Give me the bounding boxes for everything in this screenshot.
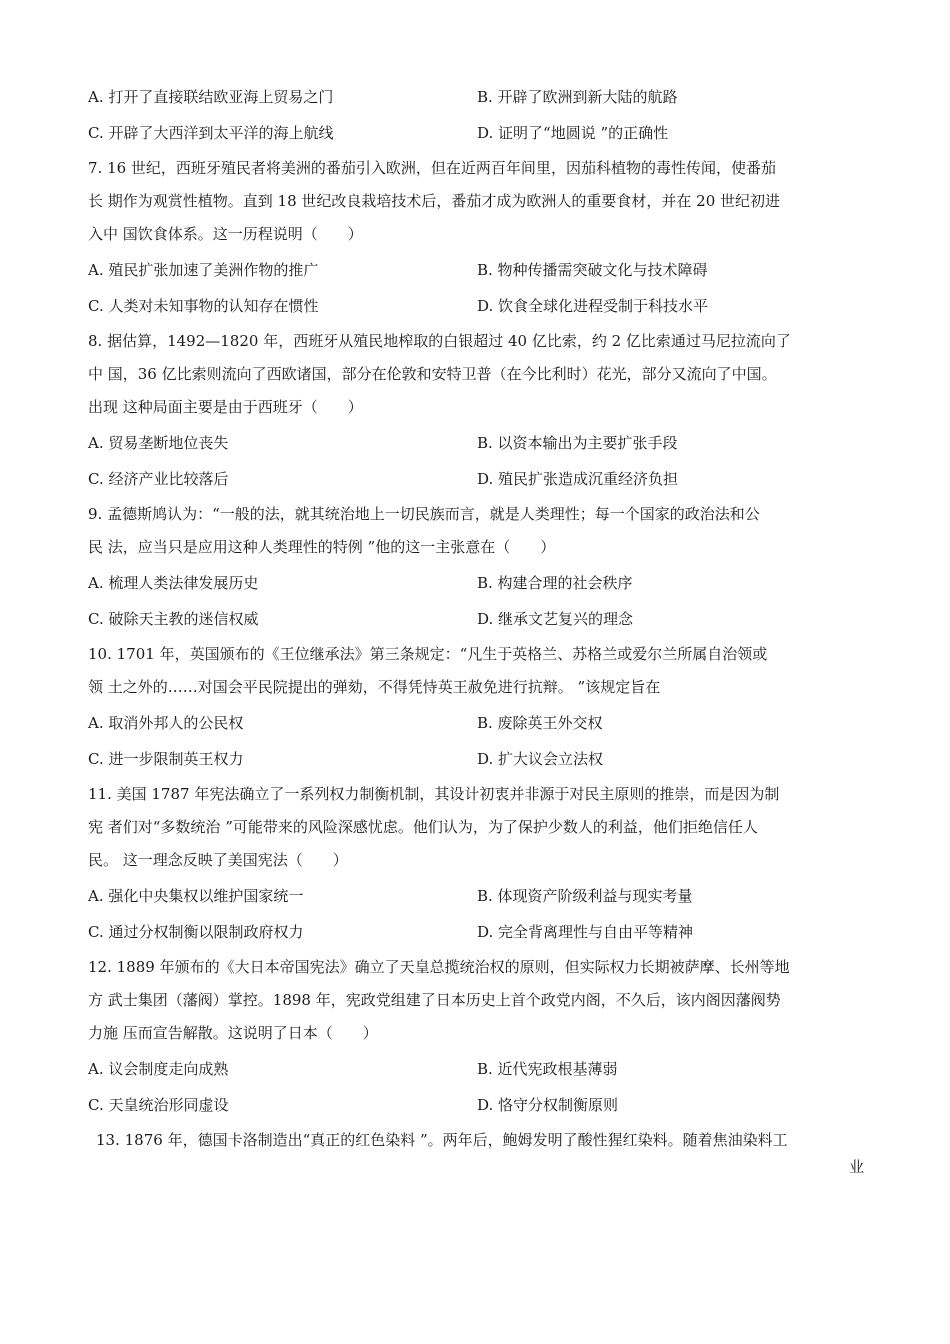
- q7-option-a: A. 殖民扩张加速了美洲作物的推广: [88, 260, 319, 279]
- question-11: [88, 778, 864, 877]
- q6-options-row-2: [88, 114, 864, 150]
- q11-stem-line: 宪 者们对“多数统治 ”可能带来的风险深感忧虑。他们认为，为了保护少数人的利益，他们拒绝信任人: [88, 818, 758, 836]
- q6-options-row-1: [88, 78, 864, 114]
- q8-options-row-1: [88, 424, 864, 460]
- q7-stem-line: 入中 国饮食体系。这一历程说明（ ）: [88, 225, 363, 243]
- question-7: [88, 152, 864, 251]
- q10-option-d: D. 扩大议会立法权: [477, 749, 604, 768]
- q11-option-b: B. 体现资产阶级利益与现实考量: [477, 886, 693, 905]
- q7-option-d: D. 饮食全球化进程受制于科技水平: [477, 296, 709, 315]
- question-10: [88, 638, 864, 704]
- q12-stem-line: 12. 1889 年颁布的《大日本帝国宪法》确立了天皇总揽统治权的原则，但实际权力长期被萨摩、长州等地: [88, 958, 790, 976]
- q9-option-c: C. 破除天主教的迷信权威: [88, 609, 259, 628]
- q10-option-a: A. 取消外邦人的公民权: [88, 713, 244, 732]
- q9-option-d: D. 继承文艺复兴的理念: [477, 609, 634, 628]
- q9-options-row-1: [88, 564, 864, 600]
- q7-stem-line: 长 期作为观赏性植物。直到 18 世纪改良栽培技术后，番茄才成为欧洲人的重要食材，并在 20 世纪初进: [88, 192, 781, 210]
- q8-stem-line: 中 国，36 亿比索则流向了西欧诸国，部分在伦敦和安特卫普（在今比利时）花光，部分又流向了中国。: [88, 365, 777, 383]
- q12-options-row-2: [88, 1086, 864, 1122]
- q10-option-c: C. 进一步限制英王权力: [88, 749, 244, 768]
- q11-options-row-1: [88, 877, 864, 913]
- q9-stem-line: 9. 孟德斯鸠认为：“一般的法，就其统治地上一切民族而言，就是人类理性；每一个国家的政治法和公: [88, 505, 760, 523]
- q8-option-a: A. 贸易垄断地位丧失: [88, 433, 229, 452]
- q8-option-b: B. 以资本输出为主要扩张手段: [477, 433, 678, 452]
- q6-option-b: B. 开辟了欧洲到新大陆的航路: [477, 87, 678, 106]
- q12-option-c: C. 天皇统治形同虚设: [88, 1095, 229, 1114]
- q12-option-b: B. 近代宪政根基薄弱: [477, 1059, 618, 1078]
- q11-option-d: D. 完全背离理性与自由平等精神: [477, 922, 694, 941]
- question-8: [88, 325, 864, 424]
- q8-option-d: D. 殖民扩张造成沉重经济负担: [477, 469, 679, 488]
- q12-stem-line: 方 武士集团（藩阀）掌控。1898 年，宪政党组建了日本历史上首个政党内阁，不久后，该内阁因藩阀势: [88, 991, 781, 1009]
- q7-options-row-2: [88, 287, 864, 323]
- q12-option-d: D. 恪守分权制衡原则: [477, 1095, 619, 1114]
- q8-options-row-2: [88, 460, 864, 496]
- q6-option-d: D. 证明了“地圆说 ”的正确性: [477, 123, 669, 142]
- q10-options-row-1: [88, 704, 864, 740]
- q11-stem-line: 11. 美国 1787 年宪法确立了一系列权力制衡机制，其设计初衷并非源于对民主原则的推崇，而是因为制: [88, 785, 780, 803]
- q11-option-c: C. 通过分权制衡以限制政府权力: [88, 922, 304, 941]
- q10-stem-line: 10. 1701 年，英国颁布的《王位继承法》第三条规定：“凡生于英格兰、苏格兰或爱尔兰所属自治领或: [88, 645, 768, 663]
- q9-option-a: A. 梳理人类法律发展历史: [88, 573, 259, 592]
- question-12: [88, 951, 864, 1050]
- q11-stem-line: 民。 这一理念反映了美国宪法（ ）: [88, 851, 348, 869]
- q8-stem-line: 8. 据估算，1492—1820 年，西班牙从殖民地榨取的白银超过 40 亿比索，约 2 亿比索通过马尼拉流向了: [88, 332, 791, 350]
- q9-options-row-2: [88, 600, 864, 636]
- question-13: [88, 1124, 864, 1157]
- q7-stem-line: 7. 16 世纪，西班牙殖民者将美洲的番茄引入欧洲，但在近两百年间里，因茄科植物的毒性传闻，使番茄: [88, 159, 776, 177]
- q7-option-b: B. 物种传播需突破文化与技术障碍: [477, 260, 708, 279]
- q13-stem-tail: 业: [848, 1158, 864, 1176]
- q11-option-a: A. 强化中央集权以维护国家统一: [88, 886, 304, 905]
- exam-page: [88, 78, 864, 1177]
- q6-option-a: A. 打开了直接联结欧亚海上贸易之门: [88, 87, 334, 106]
- q10-stem-line: 领 土之外的……对国会平民院提出的弹劾，不得凭恃英王赦免进行抗辩。 ”该规定旨在: [88, 678, 661, 696]
- question-9: [88, 498, 864, 564]
- q12-option-a: A. 议会制度走向成熟: [88, 1059, 229, 1078]
- q11-options-row-2: [88, 913, 864, 949]
- q12-stem-line: 力施 压而宣告解散。这说明了日本（ ）: [88, 1024, 378, 1042]
- q8-option-c: C. 经济产业比较落后: [88, 469, 229, 488]
- q10-options-row-2: [88, 740, 864, 776]
- q6-option-c: C. 开辟了大西洋到太平洋的海上航线: [88, 123, 334, 142]
- q12-options-row-1: [88, 1050, 864, 1086]
- q8-stem-line: 出现 这种局面主要是由于西班牙（ ）: [88, 398, 363, 416]
- q9-option-b: B. 构建合理的社会秩序: [477, 573, 633, 592]
- q7-option-c: C. 人类对未知事物的认知存在惯性: [88, 296, 319, 315]
- q13-stem-line: 13. 1876 年，德国卡洛制造出“真正的红色染料 ”。两年后，鲍姆发明了酸性猩红染料。随着焦油染料工: [96, 1131, 788, 1149]
- q10-option-b: B. 废除英王外交权: [477, 713, 603, 732]
- q7-options-row-1: [88, 251, 864, 287]
- q9-stem-line: 民 法，应当只是应用这种人类理性的特例 ”他的这一主张意在（ ）: [88, 538, 556, 556]
